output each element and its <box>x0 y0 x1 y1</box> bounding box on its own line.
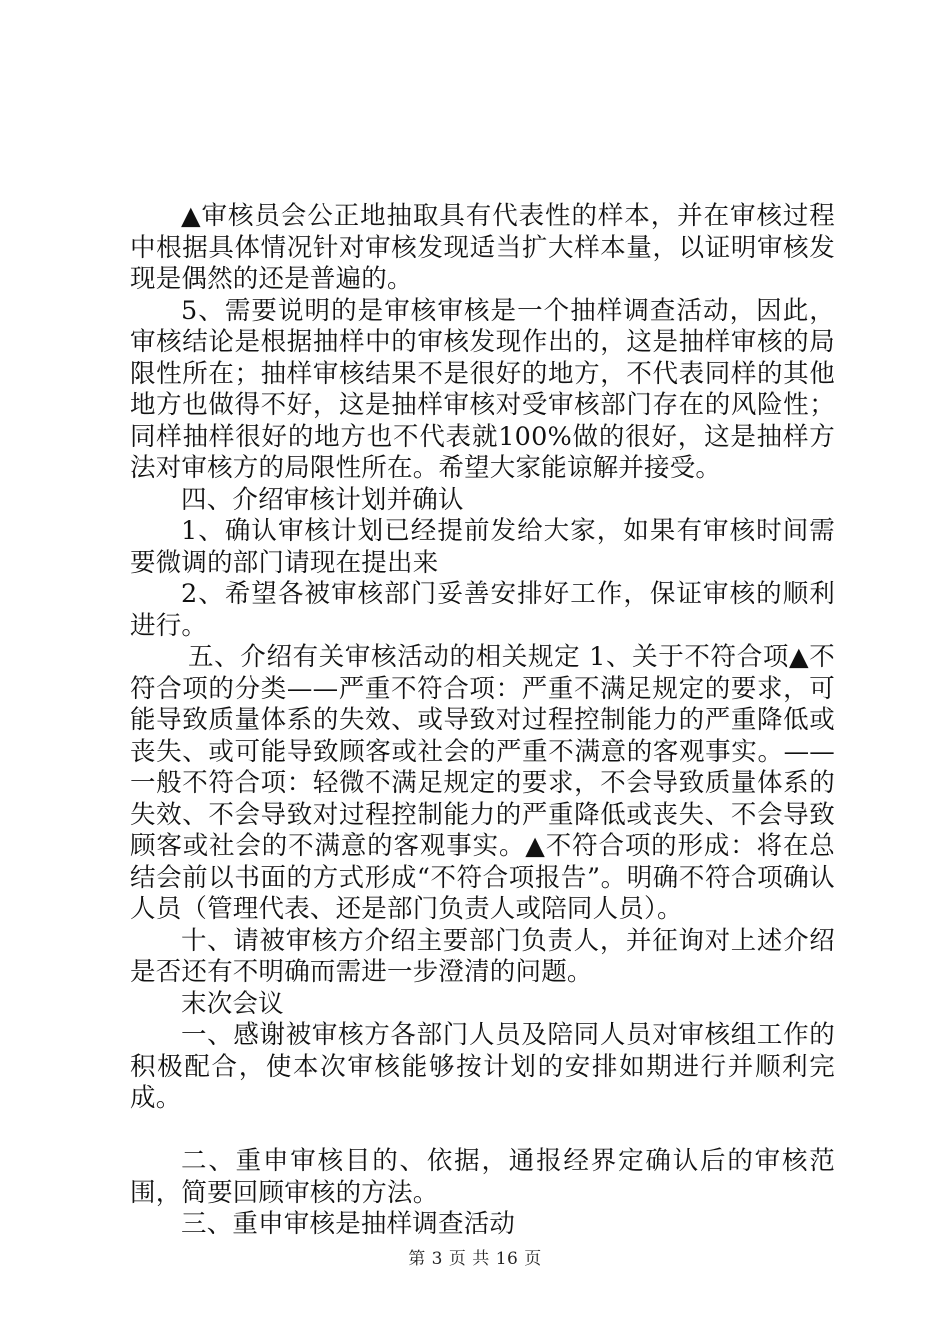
paragraph-plan-confirm: 1、确认审核计划已经提前发给大家，如果有审核时间需要微调的部门请现在提出来 <box>130 516 835 578</box>
document-body <box>130 201 835 1241</box>
paragraph-closing-scope: 二、重申审核目的、依据，通报经界定确认后的审核范围，简要回顾审核的方法。 <box>130 1146 835 1208</box>
paragraph-plan-arrangement: 2、希望各被审核部门妥善安排好工作，保证审核的顺利进行。 <box>130 579 835 641</box>
paragraph-nonconformity-rules: 五、介绍有关审核活动的相关规定 1、关于不符合项▲不符合项的分类——严重不符合项：严重不满足规定的要求，可能导致质量体系的失效、或导致对过程控制能力的严重降低或丧失、或可能导致顾客或社会的严重不满意的客观事实。——一般不符合项：轻微不满足规定的要求，不会导致质量体系的失效、不会导致对过程控制能力的严重降低或丧失、不会导致顾客或社会的不满意的客观事实。▲不符合项的形成：将在总结会前以书面的方式形成“不符合项报告”。明确不符合项确认人员（管理代表、还是部门负责人或陪同人员）。 <box>130 642 835 924</box>
section-heading-audit-plan: 四、介绍审核计划并确认 <box>181 484 464 515</box>
paragraph-sampling-limitations: 5、需要说明的是审核审核是一个抽样调查活动，因此，审核结论是根据抽样中的审核发现作出的，这是抽样审核的局限性所在；抽样审核结果不是很好的地方，不代表同样的其他地方也做得不好，这是抽样审核对受审核部门存在的风险性；同样抽样很好的地方也不代表就100%做的很好，这是抽样方法对审核方的局限性所在。希望大家能谅解并接受。 <box>130 295 835 483</box>
section-heading-closing-meeting: 末次会议 <box>181 988 284 1019</box>
paragraph-closing-thanks: 一、感谢被审核方各部门人员及陪同人员对审核组工作的积极配合，使本次审核能够按计划的安排如期进行并顺利完成。 <box>130 1020 835 1113</box>
paragraph-department-heads: 十、请被审核方介绍主要部门负责人，并征询对上述介绍是否还有不明确而需进一步澄清的问题。 <box>130 925 835 987</box>
paragraph-closing-sampling: 三、重申审核是抽样调查活动 <box>181 1209 516 1239</box>
paragraph-sampling-fairness: ▲审核员会公正地抽取具有代表性的样本，并在审核过程中根据具体情况针对审核发现适当扩大样本量，以证明审核发现是偶然的还是普遍的。 <box>130 201 835 294</box>
page-number-footer: 第 3 页 共 16 页 <box>408 1249 542 1269</box>
